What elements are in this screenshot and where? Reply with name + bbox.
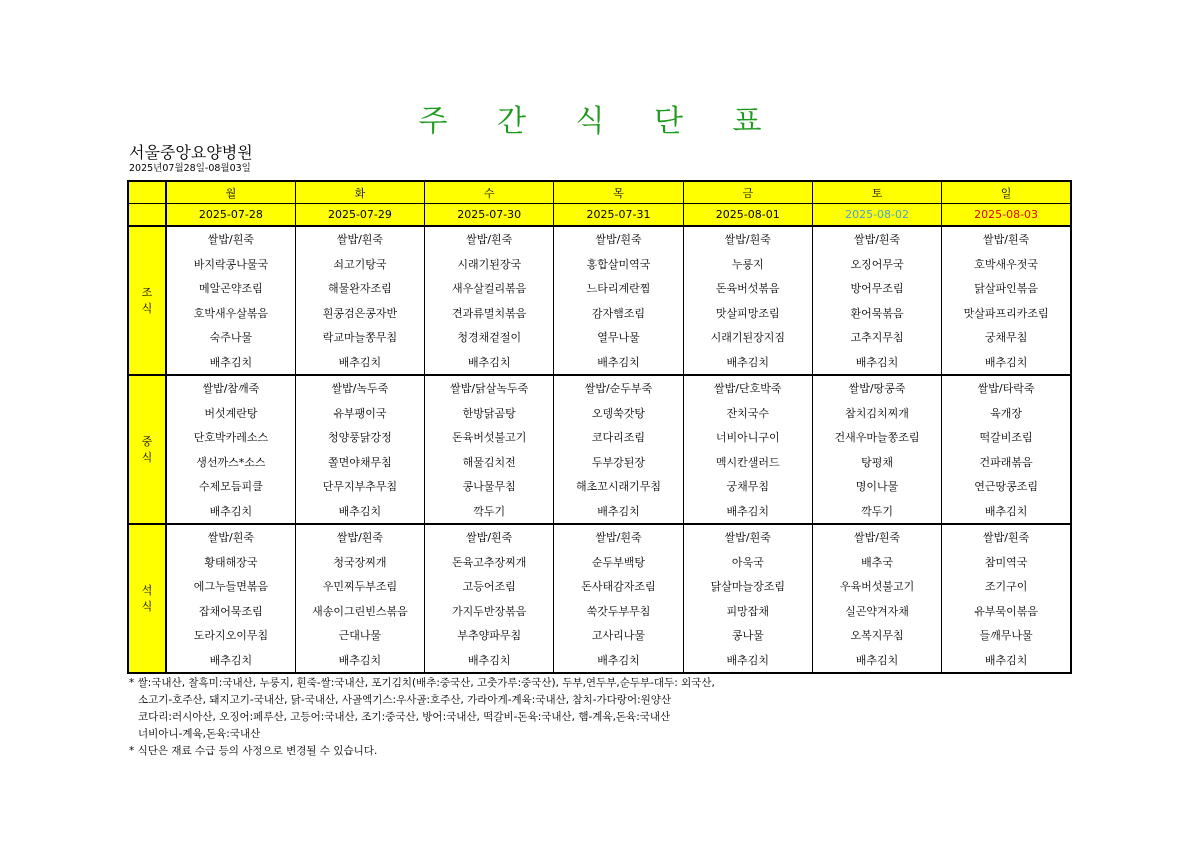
menu-cell: 돈육버섯불고기 [425,425,554,450]
menu-cell: 쌀밥/흰죽 [554,226,683,252]
day-header: 월 [166,181,295,204]
menu-row [128,450,1071,475]
menu-cell: 오복지무침 [812,623,941,648]
page-title: 주 간 식 단 표 [418,104,782,139]
date-header: 2025-07-29 [295,204,424,227]
note-line: * 식단은 재료 수급 등의 사정으로 변경될 수 있습니다. [129,745,378,757]
menu-cell: 숙주나물 [166,325,295,350]
menu-cell: 바지락콩나물국 [166,252,295,277]
notes [129,675,715,760]
menu-cell: 배추김치 [554,350,683,376]
meal-label: 석 식 [128,524,166,673]
menu-cell: 실곤약겨자채 [812,599,941,624]
menu-cell: 연근땅콩조림 [942,474,1071,499]
header-corner [128,204,166,227]
menu-cell: 쌀밥/흰죽 [166,226,295,252]
note-line: * 쌀:국내산, 찰흑미:국내산, 누룽지, 흰죽-쌀:국내산, 포기김치(배추:중국산, 고춧가루:중국산), 두부,연두부,순두부-대두: 외국산, [129,677,715,689]
menu-cell: 배추김치 [683,499,812,525]
menu-cell: 해물완자조림 [295,276,424,301]
menu-cell: 너비아니구이 [683,425,812,450]
menu-cell: 배추김치 [554,648,683,674]
menu-cell: 배추국 [812,550,941,575]
menu-cell: 닭살파인볶음 [942,276,1071,301]
menu-cell: 닭살마늘장조림 [683,574,812,599]
menu-cell: 아욱국 [683,550,812,575]
menu-row [128,226,1071,252]
menu-cell: 청경채겉절이 [425,325,554,350]
meal-label: 조 식 [128,226,166,375]
date-header-sunday: 2025-08-03 [942,204,1071,227]
date-header: 2025-07-30 [425,204,554,227]
menu-row [128,301,1071,326]
menu-cell: 두부강된장 [554,450,683,475]
menu-cell: 해물김치전 [425,450,554,475]
day-header: 목 [554,181,683,204]
menu-cell: 돈육고추장찌개 [425,550,554,575]
menu-cell: 콩나물무침 [425,474,554,499]
menu-cell: 잡채어묵조림 [166,599,295,624]
menu-cell: 청국장찌개 [295,550,424,575]
menu-cell: 돈사태감자조림 [554,574,683,599]
menu-row [128,350,1071,376]
menu-cell: 메알곤약조림 [166,276,295,301]
menu-cell: 쌀밥/흰죽 [942,524,1071,550]
menu-cell: 배추김치 [812,648,941,674]
menu-cell: 조기구이 [942,574,1071,599]
menu-cell: 쌀밥/흰죽 [812,226,941,252]
menu-row [128,474,1071,499]
menu-cell: 흰콩검은콩자반 [295,301,424,326]
menu-cell: 단무지부추무침 [295,474,424,499]
menu-cell: 참치김치찌개 [812,401,941,426]
menu-row [128,499,1071,525]
menu-cell: 콩나물 [683,623,812,648]
menu-cell: 배추김치 [166,350,295,376]
menu-cell: 쌀밥/타락죽 [942,375,1071,401]
menu-cell: 쌀밥/흰죽 [166,524,295,550]
menu-cell: 배추김치 [295,350,424,376]
menu-row [128,276,1071,301]
menu-cell: 한방닭곰탕 [425,401,554,426]
date-header: 2025-07-31 [554,204,683,227]
menu-cell: 명이나물 [812,474,941,499]
menu-row [128,524,1071,550]
menu-cell: 쌀밥/흰죽 [425,226,554,252]
menu-cell: 탕평채 [812,450,941,475]
weekly-menu-table [127,180,1072,674]
menu-cell: 황태해장국 [166,550,295,575]
meal-label: 중 식 [128,375,166,524]
menu-cell: 해초꼬시래기무침 [554,474,683,499]
menu-cell: 락교마늘쫑무침 [295,325,424,350]
date-header-saturday: 2025-08-02 [812,204,941,227]
menu-cell: 쌀밥/땅콩죽 [812,375,941,401]
menu-cell: 단호박카레소스 [166,425,295,450]
menu-row [128,623,1071,648]
menu-cell: 수제모듬피클 [166,474,295,499]
day-header-row [128,181,1071,204]
menu-cell: 육개장 [942,401,1071,426]
menu-cell: 감자햄조림 [554,301,683,326]
menu-cell: 돈육버섯볶음 [683,276,812,301]
menu-cell: 청양풍닭강정 [295,425,424,450]
menu-cell: 쌀밥/흰죽 [683,226,812,252]
day-header: 금 [683,181,812,204]
menu-cell: 배추김치 [812,350,941,376]
menu-cell: 들깨무나물 [942,623,1071,648]
menu-cell: 시래기된장지짐 [683,325,812,350]
menu-cell: 가지두반장볶음 [425,599,554,624]
menu-cell: 깍두기 [425,499,554,525]
menu-cell: 유부팽이국 [295,401,424,426]
menu-cell: 근대나물 [295,623,424,648]
menu-cell: 부추양파무침 [425,623,554,648]
menu-cell: 맛살파프리카조림 [942,301,1071,326]
menu-cell: 오징어무국 [812,252,941,277]
menu-cell: 배추김치 [683,350,812,376]
menu-cell: 쌀밥/흰죽 [554,524,683,550]
date-header: 2025-08-01 [683,204,812,227]
menu-cell: 쫄면야채무침 [295,450,424,475]
menu-cell: 유부묵이볶음 [942,599,1071,624]
menu-cell: 시래기된장국 [425,252,554,277]
menu-cell: 우육버섯불고기 [812,574,941,599]
note-line: 너비아니-계육,돈육:국내산 [138,728,261,740]
menu-cell: 환어묵볶음 [812,301,941,326]
menu-cell: 배추김치 [425,350,554,376]
menu-cell: 떡갈비조림 [942,425,1071,450]
menu-cell: 쌀밥/흰죽 [812,524,941,550]
menu-row [128,375,1071,401]
menu-cell: 배추김치 [942,499,1071,525]
menu-cell: 오뎅쑥갓탕 [554,401,683,426]
menu-body [128,226,1071,673]
menu-cell: 건새우마늘쫑조림 [812,425,941,450]
menu-cell: 순두부백탕 [554,550,683,575]
menu-cell: 쑥갓두부무침 [554,599,683,624]
menu-cell: 쇠고기탕국 [295,252,424,277]
menu-period: 2025년07월28일-08월03일 [129,163,251,174]
menu-cell: 궁채무침 [942,325,1071,350]
day-header: 토 [812,181,941,204]
menu-cell: 방어무조림 [812,276,941,301]
menu-cell: 느타리계란찜 [554,276,683,301]
menu-cell: 건파래볶음 [942,450,1071,475]
menu-cell: 새송이그린빈스볶음 [295,599,424,624]
menu-cell: 쌀밥/단호박죽 [683,375,812,401]
menu-cell: 생선까스*소스 [166,450,295,475]
menu-cell: 호박새우젓국 [942,252,1071,277]
menu-cell: 고사리나물 [554,623,683,648]
menu-cell: 고등어조림 [425,574,554,599]
menu-cell: 새우살컬리볶음 [425,276,554,301]
date-header-row [128,204,1071,227]
menu-cell: 피망잡채 [683,599,812,624]
menu-cell: 버섯계란탕 [166,401,295,426]
menu-cell: 누룽지 [683,252,812,277]
menu-cell: 맛살피망조림 [683,301,812,326]
menu-cell: 우민찌두부조림 [295,574,424,599]
note-line: 코다리:러시아산, 오징어:페루산, 고등어:국내산, 조기:중국산, 방어:국내산, 떡갈비-돈육:국내산, 햄-계육,돈육:국내산 [138,711,671,723]
menu-row [128,550,1071,575]
header-corner [128,181,166,204]
menu-cell: 열무나물 [554,325,683,350]
menu-cell: 쌀밥/흰죽 [683,524,812,550]
menu-cell: 배추김치 [425,648,554,674]
menu-cell: 멕시칸샐러드 [683,450,812,475]
menu-cell: 잔치국수 [683,401,812,426]
menu-cell: 에그누들면볶음 [166,574,295,599]
menu-cell: 고추지무침 [812,325,941,350]
menu-cell: 쌀밥/순두부죽 [554,375,683,401]
hospital-name: 서울중앙요양병원 [129,143,253,162]
menu-cell: 깍두기 [812,499,941,525]
menu-row [128,425,1071,450]
menu-cell: 배추김치 [295,648,424,674]
menu-cell: 도라지오이무침 [166,623,295,648]
menu-cell: 배추김치 [295,499,424,525]
menu-row [128,599,1071,624]
menu-cell: 배추김치 [942,350,1071,376]
menu-cell: 견과류멸치볶음 [425,301,554,326]
menu-row [128,574,1071,599]
menu-cell: 쌀밥/참깨죽 [166,375,295,401]
menu-cell: 쌀밥/흰죽 [295,524,424,550]
menu-cell: 쌀밥/흰죽 [425,524,554,550]
day-header: 일 [942,181,1071,204]
menu-cell: 쌀밥/흰죽 [295,226,424,252]
menu-row [128,648,1071,674]
menu-cell: 참미역국 [942,550,1071,575]
menu-cell: 쌀밥/흰죽 [942,226,1071,252]
menu-cell: 궁채무침 [683,474,812,499]
date-header: 2025-07-28 [166,204,295,227]
menu-cell: 배추김치 [942,648,1071,674]
note-line: 소고기-호주산, 돼지고기-국내산, 닭-국내산, 사골엑기스:우사골:호주산, 가라아게-계육:국내산, 참치-가다랑어:원양산 [138,694,672,706]
menu-cell: 배추김치 [166,648,295,674]
menu-cell: 호박새우살볶음 [166,301,295,326]
menu-row [128,252,1071,277]
day-header: 화 [295,181,424,204]
day-header: 수 [425,181,554,204]
menu-cell: 코다리조림 [554,425,683,450]
menu-cell: 쌀밥/닭살녹두죽 [425,375,554,401]
menu-cell: 홍합살미역국 [554,252,683,277]
menu-row [128,401,1071,426]
menu-row [128,325,1071,350]
menu-cell: 배추김치 [683,648,812,674]
menu-cell: 배추김치 [554,499,683,525]
menu-cell: 배추김치 [166,499,295,525]
menu-cell: 쌀밥/녹두죽 [295,375,424,401]
